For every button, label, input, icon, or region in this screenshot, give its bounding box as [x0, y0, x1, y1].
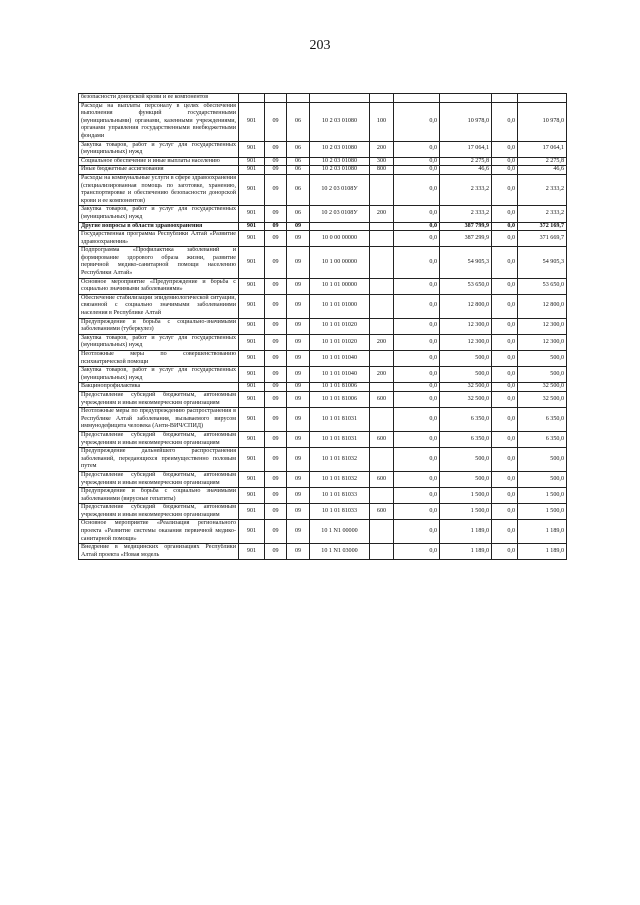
amount-col-3: 0,0: [492, 174, 518, 205]
amount-col-2: 17 064,1: [440, 141, 492, 157]
amount-col-4: 12 300,0: [518, 318, 567, 334]
section-code: 09: [265, 294, 287, 318]
amount-col-4: 54 905,3: [518, 247, 567, 278]
row-name: Предоставление субсидий бюджетным, автономным учреждениям и иным некоммерческим организациям: [79, 391, 239, 407]
row-name: Предоставление субсидий бюджетным, автономным учреждениям и иным некоммерческим организациям: [79, 504, 239, 520]
row-name: Закупка товаров, работ и услуг для государственных (муниципальных) нужд: [79, 334, 239, 350]
target-article-code: 10 2 03 01080: [310, 157, 370, 166]
expense-type-code: 200: [370, 367, 394, 383]
ministry-code: 901: [239, 351, 265, 367]
amount-col-1: 0,0: [394, 222, 440, 231]
row-name: Вакцинопрофилактика: [79, 383, 239, 392]
expense-type-code: 200: [370, 206, 394, 222]
expense-type-code: [370, 318, 394, 334]
ministry-code: 901: [239, 174, 265, 205]
section-code: 09: [265, 174, 287, 205]
amount-col-1: 0,0: [394, 318, 440, 334]
target-article-code: 10 1 01 81006: [310, 391, 370, 407]
table-row: [79, 294, 567, 318]
amount-col-4: 17 064,1: [518, 141, 567, 157]
amount-col-3: 0,0: [492, 294, 518, 318]
subsection-code: 09: [287, 488, 310, 504]
amount-col-2: 10 978,0: [440, 102, 492, 141]
amount-col-1: 0,0: [394, 448, 440, 472]
amount-col-3: 0,0: [492, 318, 518, 334]
subsection-code: 09: [287, 504, 310, 520]
table-row: [79, 334, 567, 350]
expense-type-code: 600: [370, 391, 394, 407]
target-article-code: 10 1 01 01040: [310, 351, 370, 367]
amount-col-2: 1 500,0: [440, 504, 492, 520]
ministry-code: 901: [239, 367, 265, 383]
amount-col-2: 2 275,8: [440, 157, 492, 166]
subsection-code: 09: [287, 391, 310, 407]
amount-col-2: 12 800,0: [440, 294, 492, 318]
amount-col-2: 387 799,9: [440, 222, 492, 231]
row-name: Основное мероприятие «Реализация регионального проекта «Развитие системы оказания первичной медико-санитарной помощи»: [79, 520, 239, 544]
table-row: [79, 544, 567, 560]
row-name: Подпрограмма «Профилактика заболеваний и формирование здорового образа жизни, развитие первичной медико-санитарной помощи населению Республики Алтай»: [79, 247, 239, 278]
amount-col-4: 53 650,0: [518, 278, 567, 294]
table-row: [79, 504, 567, 520]
amount-col-3: 0,0: [492, 157, 518, 166]
amount-col-1: [394, 94, 440, 103]
amount-col-3: [492, 94, 518, 103]
table-row: [79, 431, 567, 447]
table-row: [79, 318, 567, 334]
target-article-code: 10 2 03 01080: [310, 141, 370, 157]
table-row: [79, 351, 567, 367]
row-name: Предупреждение и борьба с социально-значимыми заболеваниями (туберкулез): [79, 318, 239, 334]
amount-col-4: 2 333,2: [518, 174, 567, 205]
target-article-code: 10 1 01 81031: [310, 408, 370, 432]
amount-col-3: 0,0: [492, 278, 518, 294]
amount-col-3: 0,0: [492, 231, 518, 247]
amount-col-1: 0,0: [394, 408, 440, 432]
budget-table: [78, 93, 567, 560]
amount-col-4: 6 350,0: [518, 408, 567, 432]
section-code: 09: [265, 231, 287, 247]
section-code: 09: [265, 431, 287, 447]
amount-col-1: 0,0: [394, 231, 440, 247]
amount-col-3: 0,0: [492, 504, 518, 520]
amount-col-2: 500,0: [440, 367, 492, 383]
amount-col-2: [440, 94, 492, 103]
ministry-code: 901: [239, 102, 265, 141]
ministry-code: 901: [239, 231, 265, 247]
target-article-code: 10 1 01 01040: [310, 367, 370, 383]
subsection-code: 09: [287, 408, 310, 432]
ministry-code: 901: [239, 488, 265, 504]
amount-col-3: 0,0: [492, 166, 518, 175]
amount-col-4: 1 189,0: [518, 520, 567, 544]
subsection-code: 09: [287, 294, 310, 318]
row-name: Закупка товаров, работ и услуг для государственных (муниципальных) нужд: [79, 141, 239, 157]
amount-col-1: 0,0: [394, 351, 440, 367]
ministry-code: 901: [239, 471, 265, 487]
section-code: 09: [265, 391, 287, 407]
section-code: 09: [265, 278, 287, 294]
amount-col-4: 6 350,0: [518, 431, 567, 447]
table-row: [79, 471, 567, 487]
amount-col-3: 0,0: [492, 408, 518, 432]
amount-col-3: 0,0: [492, 141, 518, 157]
table-row: [79, 206, 567, 222]
amount-col-3: 0,0: [492, 247, 518, 278]
target-article-code: 10 1 01 81006: [310, 383, 370, 392]
amount-col-3: 0,0: [492, 351, 518, 367]
expense-type-code: [370, 383, 394, 392]
amount-col-4: 500,0: [518, 351, 567, 367]
amount-col-4: 12 800,0: [518, 294, 567, 318]
section-code: 09: [265, 488, 287, 504]
amount-col-3: 0,0: [492, 383, 518, 392]
amount-col-1: 0,0: [394, 174, 440, 205]
table-body: [79, 94, 567, 560]
table-row: [79, 488, 567, 504]
ministry-code: 901: [239, 157, 265, 166]
target-article-code: 10 1 01 00000: [310, 278, 370, 294]
amount-col-4: 2 275,8: [518, 157, 567, 166]
row-name: Обеспечение стабилизации эпидемиологической ситуации, связанной с социально значимыми заболеваниями населения в Республике Алтай: [79, 294, 239, 318]
expense-type-code: 600: [370, 471, 394, 487]
section-code: 09: [265, 206, 287, 222]
target-article-code: 10 1 00 00000: [310, 247, 370, 278]
table-row: [79, 141, 567, 157]
target-article-code: 10 1 01 81032: [310, 448, 370, 472]
amount-col-4: 500,0: [518, 448, 567, 472]
target-article-code: 10 1 01 81032: [310, 471, 370, 487]
amount-col-4: 46,6: [518, 166, 567, 175]
amount-col-1: 0,0: [394, 504, 440, 520]
section-code: 09: [265, 383, 287, 392]
section-code: 09: [265, 141, 287, 157]
row-name: Расходы на коммунальные услуги в сфере здравоохранения (специализированная помощь по заготовке, хранению, транспортировке и обеспечению безопасности донорской крови и ее компонентов): [79, 174, 239, 205]
table-row: [79, 222, 567, 231]
amount-col-4: 500,0: [518, 471, 567, 487]
target-article-code: [310, 222, 370, 231]
row-name: Расходы на выплаты персоналу в целях обеспечения выполнения функций государственными (муниципальными) органами, казенными учреждениями, органами управления государственными внебюджетными фондами: [79, 102, 239, 141]
target-article-code: 10 1 N1 00000: [310, 520, 370, 544]
section-code: 09: [265, 471, 287, 487]
section-code: 09: [265, 318, 287, 334]
row-name: Другие вопросы в области здравоохранения: [79, 222, 239, 231]
section-code: 09: [265, 448, 287, 472]
subsection-code: 09: [287, 367, 310, 383]
subsection-code: 06: [287, 166, 310, 175]
subsection-code: 09: [287, 334, 310, 350]
amount-col-1: 0,0: [394, 520, 440, 544]
expense-type-code: 600: [370, 431, 394, 447]
ministry-code: 901: [239, 247, 265, 278]
row-name: Государственная программа Республики Алтай «Развитие здравоохранения»: [79, 231, 239, 247]
row-name: Неотложные меры по совершенствованию психиатрической помощи: [79, 351, 239, 367]
amount-col-2: 387 299,9: [440, 231, 492, 247]
ministry-code: 901: [239, 334, 265, 350]
expense-type-code: [370, 231, 394, 247]
subsection-code: 09: [287, 448, 310, 472]
page-number: 203: [309, 38, 331, 53]
amount-col-1: 0,0: [394, 391, 440, 407]
ministry-code: [239, 94, 265, 103]
amount-col-2: 46,6: [440, 166, 492, 175]
row-name: Основное мероприятие «Предупреждение и борьба с социально значимыми заболеваниями»: [79, 278, 239, 294]
amount-col-2: 1 189,0: [440, 544, 492, 560]
subsection-code: 09: [287, 278, 310, 294]
table-row: [79, 391, 567, 407]
subsection-code: 09: [287, 318, 310, 334]
ministry-code: 901: [239, 278, 265, 294]
amount-col-1: 0,0: [394, 141, 440, 157]
amount-col-1: 0,0: [394, 431, 440, 447]
amount-col-3: 0,0: [492, 448, 518, 472]
amount-col-2: 6 350,0: [440, 408, 492, 432]
expense-type-code: [370, 294, 394, 318]
row-name: Закупка товаров, работ и услуг для государственных (муниципальных) нужд: [79, 367, 239, 383]
amount-col-1: 0,0: [394, 157, 440, 166]
target-article-code: 10 1 01 01000: [310, 294, 370, 318]
expense-type-code: [370, 544, 394, 560]
amount-col-2: 12 300,0: [440, 318, 492, 334]
subsection-code: 09: [287, 383, 310, 392]
amount-col-3: 0,0: [492, 431, 518, 447]
amount-col-2: 54 905,3: [440, 247, 492, 278]
amount-col-3: 0,0: [492, 222, 518, 231]
amount-col-4: 10 978,0: [518, 102, 567, 141]
table-row: [79, 278, 567, 294]
amount-col-3: 0,0: [492, 544, 518, 560]
amount-col-4: [518, 94, 567, 103]
table-row: [79, 166, 567, 175]
amount-col-4: 1 500,0: [518, 488, 567, 504]
section-code: 09: [265, 520, 287, 544]
row-name: Предоставление субсидий бюджетным, автономным учреждениям и иным некоммерческим организациям: [79, 431, 239, 447]
amount-col-1: 0,0: [394, 247, 440, 278]
section-code: 09: [265, 351, 287, 367]
ministry-code: 901: [239, 391, 265, 407]
ministry-code: 901: [239, 318, 265, 334]
subsection-code: 06: [287, 141, 310, 157]
section-code: 09: [265, 102, 287, 141]
amount-col-2: 53 650,0: [440, 278, 492, 294]
target-article-code: 10 1 01 81033: [310, 504, 370, 520]
subsection-code: 06: [287, 206, 310, 222]
target-article-code: 10 2 03 0108У: [310, 174, 370, 205]
expense-type-code: [370, 174, 394, 205]
row-name: Предупреждение и борьба с социально значимыми заболеваниями (вирусные гепатиты): [79, 488, 239, 504]
amount-col-4: 500,0: [518, 367, 567, 383]
amount-col-2: 2 333,2: [440, 206, 492, 222]
amount-col-3: 0,0: [492, 102, 518, 141]
amount-col-3: 0,0: [492, 471, 518, 487]
row-name: Социальное обеспечение и иные выплаты населению: [79, 157, 239, 166]
ministry-code: 901: [239, 504, 265, 520]
ministry-code: 901: [239, 544, 265, 560]
amount-col-3: 0,0: [492, 520, 518, 544]
target-article-code: 10 1 N1 03000: [310, 544, 370, 560]
target-article-code: 10 1 01 81031: [310, 431, 370, 447]
section-code: 09: [265, 408, 287, 432]
section-code: 09: [265, 247, 287, 278]
table-row: [79, 520, 567, 544]
table-row: [79, 174, 567, 205]
ministry-code: 901: [239, 448, 265, 472]
section-code: 09: [265, 222, 287, 231]
expense-type-code: 300: [370, 157, 394, 166]
target-article-code: 10 1 01 01020: [310, 318, 370, 334]
table-row: [79, 94, 567, 103]
subsection-code: [287, 94, 310, 103]
table-row: [79, 102, 567, 141]
amount-col-2: 500,0: [440, 471, 492, 487]
target-article-code: 10 1 01 81033: [310, 488, 370, 504]
amount-col-3: 0,0: [492, 391, 518, 407]
amount-col-4: 2 333,2: [518, 206, 567, 222]
amount-col-4: 32 500,0: [518, 383, 567, 392]
amount-col-4: 12 300,0: [518, 334, 567, 350]
row-name: безопасности донорской крови и ее компонентов: [79, 94, 239, 103]
amount-col-1: 0,0: [394, 206, 440, 222]
ministry-code: 901: [239, 383, 265, 392]
section-code: 09: [265, 157, 287, 166]
section-code: 09: [265, 504, 287, 520]
expense-type-code: [370, 408, 394, 432]
target-article-code: [310, 94, 370, 103]
table-row: [79, 408, 567, 432]
row-name: Предоставление субсидий бюджетным, автономным учреждениям и иным некоммерческим организациям: [79, 471, 239, 487]
expense-type-code: [370, 278, 394, 294]
amount-col-1: 0,0: [394, 544, 440, 560]
subsection-code: 06: [287, 102, 310, 141]
amount-col-4: 371 669,7: [518, 231, 567, 247]
amount-col-3: 0,0: [492, 488, 518, 504]
expense-type-code: 200: [370, 334, 394, 350]
amount-col-4: 372 169,7: [518, 222, 567, 231]
row-name: Иные бюджетные ассигнования: [79, 166, 239, 175]
ministry-code: 901: [239, 206, 265, 222]
amount-col-2: 500,0: [440, 351, 492, 367]
subsection-code: 09: [287, 471, 310, 487]
section-code: 09: [265, 334, 287, 350]
expense-type-code: [370, 247, 394, 278]
table-row: [79, 231, 567, 247]
subsection-code: 09: [287, 351, 310, 367]
amount-col-2: 32 500,0: [440, 391, 492, 407]
amount-col-4: 1 189,0: [518, 544, 567, 560]
amount-col-2: 1 189,0: [440, 520, 492, 544]
expense-type-code: [370, 94, 394, 103]
row-name: Закупка товаров, работ и услуг для государственных (муниципальных) нужд: [79, 206, 239, 222]
row-name: Неотложные меры по предупреждению распространения в Республике Алтай заболевания, вызываемого вирусом иммунодефицита человека (Анти-ВИЧ/СПИД): [79, 408, 239, 432]
section-code: 09: [265, 166, 287, 175]
expense-type-code: [370, 351, 394, 367]
ministry-code: 901: [239, 431, 265, 447]
table-row: [79, 367, 567, 383]
section-code: 09: [265, 367, 287, 383]
amount-col-1: 0,0: [394, 367, 440, 383]
amount-col-2: 500,0: [440, 448, 492, 472]
amount-col-3: 0,0: [492, 206, 518, 222]
amount-col-2: 1 500,0: [440, 488, 492, 504]
target-article-code: 10 0 00 00000: [310, 231, 370, 247]
expense-type-code: [370, 488, 394, 504]
amount-col-2: 2 333,2: [440, 174, 492, 205]
expense-type-code: 800: [370, 166, 394, 175]
target-article-code: 10 2 03 01080: [310, 166, 370, 175]
expense-type-code: 100: [370, 102, 394, 141]
subsection-code: 09: [287, 222, 310, 231]
amount-col-4: 32 500,0: [518, 391, 567, 407]
subsection-code: 09: [287, 520, 310, 544]
ministry-code: 901: [239, 141, 265, 157]
amount-col-1: 0,0: [394, 383, 440, 392]
amount-col-1: 0,0: [394, 102, 440, 141]
amount-col-4: 1 500,0: [518, 504, 567, 520]
amount-col-3: 0,0: [492, 334, 518, 350]
amount-col-1: 0,0: [394, 166, 440, 175]
table-row: [79, 448, 567, 472]
subsection-code: 09: [287, 544, 310, 560]
subsection-code: 09: [287, 431, 310, 447]
ministry-code: 901: [239, 222, 265, 231]
amount-col-1: 0,0: [394, 471, 440, 487]
table-row: [79, 383, 567, 392]
amount-col-1: 0,0: [394, 488, 440, 504]
row-name: Предупреждение дальнейшего распространения заболеваний, передающихся преимущественно половым путем: [79, 448, 239, 472]
table-row: [79, 157, 567, 166]
expense-type-code: [370, 448, 394, 472]
amount-col-3: 0,0: [492, 367, 518, 383]
ministry-code: 901: [239, 294, 265, 318]
target-article-code: 10 2 03 01080: [310, 102, 370, 141]
amount-col-2: 6 350,0: [440, 431, 492, 447]
expense-type-code: 200: [370, 141, 394, 157]
ministry-code: 901: [239, 166, 265, 175]
amount-col-2: 12 300,0: [440, 334, 492, 350]
subsection-code: 06: [287, 174, 310, 205]
row-name: Внедрение в медицинских организациях Республики Алтай проекта «Новая модель: [79, 544, 239, 560]
expense-type-code: 600: [370, 504, 394, 520]
subsection-code: 06: [287, 157, 310, 166]
expense-type-code: [370, 222, 394, 231]
ministry-code: 901: [239, 520, 265, 544]
expense-type-code: [370, 520, 394, 544]
amount-col-1: 0,0: [394, 278, 440, 294]
amount-col-1: 0,0: [394, 294, 440, 318]
target-article-code: 10 2 03 0108У: [310, 206, 370, 222]
target-article-code: 10 1 01 01020: [310, 334, 370, 350]
subsection-code: 09: [287, 231, 310, 247]
subsection-code: 09: [287, 247, 310, 278]
table-row: [79, 247, 567, 278]
section-code: [265, 94, 287, 103]
amount-col-1: 0,0: [394, 334, 440, 350]
ministry-code: 901: [239, 408, 265, 432]
section-code: 09: [265, 544, 287, 560]
amount-col-2: 32 500,0: [440, 383, 492, 392]
